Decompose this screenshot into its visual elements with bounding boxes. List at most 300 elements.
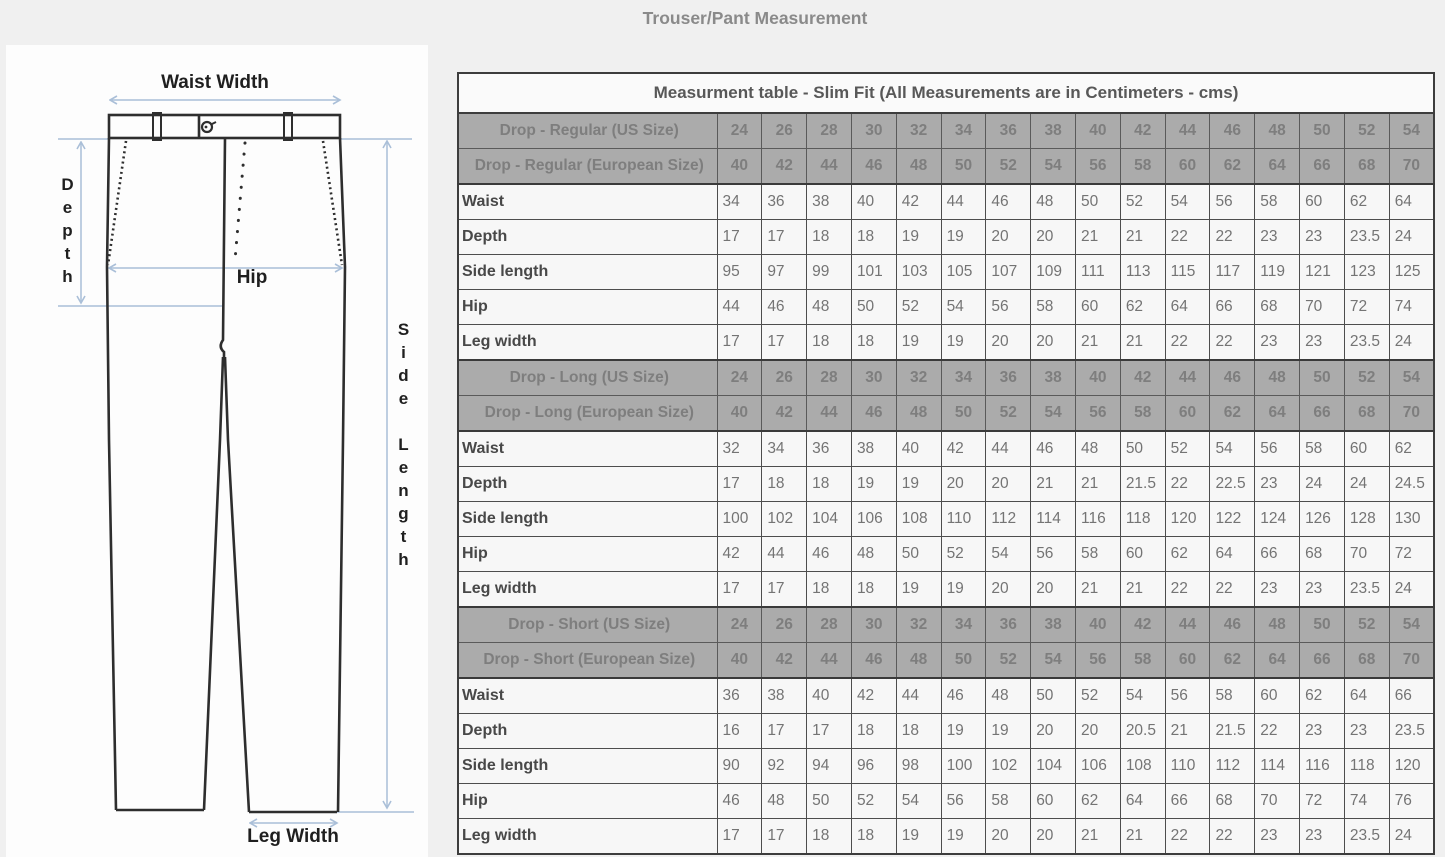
value-cell: 24 [717, 607, 762, 643]
value-cell: 19 [941, 325, 986, 361]
value-cell: 19 [941, 220, 986, 255]
value-cell: 54 [941, 290, 986, 325]
value-cell: 22 [1165, 819, 1210, 855]
value-cell: 64 [1389, 184, 1434, 220]
row-label: Hip [458, 784, 717, 819]
value-cell: 112 [1210, 749, 1255, 784]
value-cell: 42 [762, 643, 807, 679]
value-cell: 56 [1031, 537, 1076, 572]
value-cell: 62 [1210, 149, 1255, 185]
value-cell: 16 [717, 714, 762, 749]
value-cell: 118 [1344, 749, 1389, 784]
value-cell: 38 [1031, 607, 1076, 643]
value-cell: 52 [986, 149, 1031, 185]
depth-label: Depth [58, 175, 77, 290]
value-cell: 108 [1120, 749, 1165, 784]
value-cell: 62 [1389, 431, 1434, 467]
value-cell: 38 [1031, 113, 1076, 149]
value-cell: 68 [1210, 784, 1255, 819]
value-cell: 56 [941, 784, 986, 819]
value-cell: 72 [1300, 784, 1345, 819]
size-header-row-eu [458, 149, 1434, 185]
value-cell: 60 [1076, 290, 1121, 325]
value-cell: 58 [1076, 537, 1121, 572]
value-cell: 20 [1031, 325, 1076, 361]
value-cell: 122 [1210, 502, 1255, 537]
value-cell: 60 [1031, 784, 1076, 819]
value-cell: 74 [1389, 290, 1434, 325]
value-cell: 114 [1031, 502, 1076, 537]
value-cell: 24 [717, 113, 762, 149]
value-cell: 70 [1255, 784, 1300, 819]
value-cell: 18 [762, 467, 807, 502]
value-cell: 21.5 [1120, 467, 1165, 502]
value-cell: 46 [1031, 431, 1076, 467]
value-cell: 66 [1255, 537, 1300, 572]
waist-width-label: Waist Width [161, 72, 269, 93]
measurement-row [458, 467, 1434, 502]
value-cell: 48 [896, 149, 941, 185]
value-cell: 70 [1389, 643, 1434, 679]
row-label: Waist [458, 678, 717, 714]
trouser-outline [107, 113, 345, 812]
value-cell: 123 [1344, 255, 1389, 290]
value-cell: 68 [1344, 149, 1389, 185]
value-cell: 74 [1344, 784, 1389, 819]
value-cell: 104 [1031, 749, 1076, 784]
value-cell: 32 [717, 431, 762, 467]
value-cell: 70 [1344, 537, 1389, 572]
value-cell: 50 [1300, 607, 1345, 643]
value-cell: 28 [807, 113, 852, 149]
row-label: Hip [458, 537, 717, 572]
row-label: Waist [458, 184, 717, 220]
value-cell: 23 [1300, 714, 1345, 749]
value-cell: 20 [1031, 220, 1076, 255]
measurement-table [457, 72, 1435, 855]
value-cell: 17 [762, 714, 807, 749]
value-cell: 56 [1165, 678, 1210, 714]
value-cell: 42 [762, 149, 807, 185]
value-cell: 40 [1076, 360, 1121, 396]
value-cell: 96 [851, 749, 896, 784]
value-cell: 58 [986, 784, 1031, 819]
value-cell: 52 [1120, 184, 1165, 220]
size-header-row-eu [458, 396, 1434, 432]
value-cell: 54 [1389, 113, 1434, 149]
value-cell: 54 [1031, 149, 1076, 185]
value-cell: 22 [1165, 572, 1210, 608]
value-cell: 101 [851, 255, 896, 290]
value-cell: 24 [1300, 467, 1345, 502]
value-cell: 62 [1300, 678, 1345, 714]
value-cell: 26 [762, 360, 807, 396]
value-cell: 23 [1300, 819, 1345, 855]
row-label: Hip [458, 290, 717, 325]
value-cell: 52 [986, 396, 1031, 432]
value-cell: 104 [807, 502, 852, 537]
value-cell: 76 [1389, 784, 1434, 819]
value-cell: 28 [807, 607, 852, 643]
value-cell: 18 [851, 819, 896, 855]
value-cell: 52 [986, 643, 1031, 679]
value-cell: 18 [807, 325, 852, 361]
value-cell: 23 [1300, 220, 1345, 255]
size-header-label: Drop - Short (European Size) [458, 643, 717, 679]
value-cell: 23.5 [1344, 325, 1389, 361]
value-cell: 22 [1165, 467, 1210, 502]
value-cell: 114 [1255, 749, 1300, 784]
value-cell: 64 [1255, 396, 1300, 432]
value-cell: 34 [941, 113, 986, 149]
value-cell: 22 [1255, 714, 1300, 749]
value-cell: 22 [1210, 325, 1255, 361]
value-cell: 62 [1165, 537, 1210, 572]
size-header-row-eu [458, 643, 1434, 679]
value-cell: 66 [1300, 643, 1345, 679]
value-cell: 48 [1255, 113, 1300, 149]
value-cell: 21 [1076, 819, 1121, 855]
value-cell: 112 [986, 502, 1031, 537]
value-cell: 40 [1076, 113, 1121, 149]
value-cell: 54 [1031, 643, 1076, 679]
value-cell: 110 [941, 502, 986, 537]
value-cell: 34 [717, 184, 762, 220]
measurement-row [458, 819, 1434, 855]
value-cell: 66 [1300, 396, 1345, 432]
row-label: Leg width [458, 819, 717, 855]
value-cell: 64 [1210, 537, 1255, 572]
value-cell: 36 [986, 113, 1031, 149]
value-cell: 128 [1344, 502, 1389, 537]
value-cell: 48 [1076, 431, 1121, 467]
value-cell: 44 [807, 643, 852, 679]
value-cell: 46 [807, 537, 852, 572]
value-cell: 20 [986, 819, 1031, 855]
value-cell: 118 [1120, 502, 1165, 537]
value-cell: 110 [1165, 749, 1210, 784]
value-cell: 42 [851, 678, 896, 714]
value-cell: 22 [1210, 819, 1255, 855]
value-cell: 30 [851, 113, 896, 149]
value-cell: 19 [941, 819, 986, 855]
value-cell: 22 [1210, 220, 1255, 255]
value-cell: 46 [1210, 360, 1255, 396]
value-cell: 52 [896, 290, 941, 325]
measurement-row [458, 572, 1434, 608]
size-header-label: Drop - Short (US Size) [458, 607, 717, 643]
value-cell: 20 [986, 325, 1031, 361]
value-cell: 34 [941, 360, 986, 396]
measurement-row [458, 184, 1434, 220]
value-cell: 46 [762, 290, 807, 325]
value-cell: 17 [762, 220, 807, 255]
value-cell: 68 [1300, 537, 1345, 572]
value-cell: 36 [807, 431, 852, 467]
belt-loop-left [153, 113, 161, 140]
value-cell: 62 [1210, 396, 1255, 432]
value-cell: 21 [1120, 819, 1165, 855]
value-cell: 20 [1031, 714, 1076, 749]
value-cell: 52 [941, 537, 986, 572]
value-cell: 52 [1344, 113, 1389, 149]
value-cell: 46 [1210, 607, 1255, 643]
value-cell: 56 [1076, 643, 1121, 679]
value-cell: 107 [986, 255, 1031, 290]
value-cell: 19 [896, 467, 941, 502]
value-cell: 20 [1076, 714, 1121, 749]
value-cell: 66 [1210, 290, 1255, 325]
value-cell: 56 [1076, 396, 1121, 432]
value-cell: 108 [896, 502, 941, 537]
value-cell: 30 [851, 360, 896, 396]
value-cell: 44 [941, 184, 986, 220]
value-cell: 40 [896, 431, 941, 467]
value-cell: 40 [807, 678, 852, 714]
value-cell: 40 [717, 396, 762, 432]
value-cell: 24 [1389, 819, 1434, 855]
value-cell: 18 [851, 714, 896, 749]
value-cell: 62 [1210, 643, 1255, 679]
value-cell: 18 [807, 572, 852, 608]
value-cell: 44 [896, 678, 941, 714]
value-cell: 23 [1255, 325, 1300, 361]
value-cell: 20 [986, 220, 1031, 255]
value-cell: 21 [1076, 325, 1121, 361]
value-cell: 23 [1255, 220, 1300, 255]
value-cell: 21.5 [1210, 714, 1255, 749]
value-cell: 60 [1120, 537, 1165, 572]
value-cell: 54 [1165, 184, 1210, 220]
value-cell: 46 [851, 643, 896, 679]
row-label: Side length [458, 502, 717, 537]
value-cell: 50 [1120, 431, 1165, 467]
measurement-row [458, 290, 1434, 325]
value-cell: 50 [941, 149, 986, 185]
row-label: Depth [458, 467, 717, 502]
value-cell: 58 [1120, 643, 1165, 679]
value-cell: 54 [986, 537, 1031, 572]
value-cell: 50 [941, 396, 986, 432]
value-cell: 62 [1076, 784, 1121, 819]
value-cell: 52 [1344, 360, 1389, 396]
value-cell: 22 [1210, 572, 1255, 608]
value-cell: 17 [762, 325, 807, 361]
page-title: Trouser/Pant Measurement [642, 8, 868, 28]
value-cell: 22 [1165, 325, 1210, 361]
value-cell: 48 [807, 290, 852, 325]
value-cell: 19 [986, 714, 1031, 749]
side-length-label: Side Length [394, 320, 413, 573]
value-cell: 17 [717, 819, 762, 855]
value-cell: 42 [717, 537, 762, 572]
value-cell: 56 [1076, 149, 1121, 185]
row-label: Side length [458, 255, 717, 290]
value-cell: 18 [851, 220, 896, 255]
value-cell: 68 [1344, 643, 1389, 679]
measurement-table-body [458, 73, 1434, 854]
value-cell: 32 [896, 607, 941, 643]
measurement-row [458, 678, 1434, 714]
value-cell: 18 [807, 467, 852, 502]
value-cell: 18 [851, 325, 896, 361]
value-cell: 18 [851, 572, 896, 608]
value-cell: 106 [851, 502, 896, 537]
value-cell: 17 [762, 819, 807, 855]
value-cell: 66 [1165, 784, 1210, 819]
value-cell: 126 [1300, 502, 1345, 537]
size-header-row-us [458, 360, 1434, 396]
value-cell: 40 [717, 643, 762, 679]
value-cell: 38 [1031, 360, 1076, 396]
value-cell: 44 [1165, 113, 1210, 149]
value-cell: 26 [762, 607, 807, 643]
value-cell: 68 [1344, 396, 1389, 432]
value-cell: 54 [1389, 360, 1434, 396]
value-cell: 46 [941, 678, 986, 714]
size-header-label: Drop - Long (European Size) [458, 396, 717, 432]
value-cell: 121 [1300, 255, 1345, 290]
value-cell: 24.5 [1389, 467, 1434, 502]
value-cell: 115 [1165, 255, 1210, 290]
value-cell: 34 [762, 431, 807, 467]
measurement-row [458, 325, 1434, 361]
measurement-row [458, 502, 1434, 537]
value-cell: 20 [1031, 572, 1076, 608]
value-cell: 36 [717, 678, 762, 714]
row-label: Depth [458, 714, 717, 749]
value-cell: 18 [896, 714, 941, 749]
value-cell: 20 [1031, 819, 1076, 855]
value-cell: 60 [1255, 678, 1300, 714]
value-cell: 54 [1120, 678, 1165, 714]
value-cell: 30 [851, 607, 896, 643]
value-cell: 36 [986, 607, 1031, 643]
value-cell: 23.5 [1344, 819, 1389, 855]
value-cell: 70 [1300, 290, 1345, 325]
value-cell: 54 [896, 784, 941, 819]
value-cell: 23.5 [1344, 572, 1389, 608]
belt-loop-right [284, 113, 292, 140]
value-cell: 58 [1120, 149, 1165, 185]
size-header-row-us [458, 113, 1434, 149]
value-cell: 19 [896, 220, 941, 255]
value-cell: 58 [1210, 678, 1255, 714]
value-cell: 64 [1120, 784, 1165, 819]
value-cell: 52 [851, 784, 896, 819]
value-cell: 42 [941, 431, 986, 467]
value-cell: 46 [1210, 113, 1255, 149]
value-cell: 20.5 [1120, 714, 1165, 749]
value-cell: 102 [762, 502, 807, 537]
value-cell: 46 [851, 149, 896, 185]
measurement-row [458, 220, 1434, 255]
value-cell: 66 [1300, 149, 1345, 185]
value-cell: 92 [762, 749, 807, 784]
value-cell: 21 [1076, 572, 1121, 608]
value-cell: 116 [1300, 749, 1345, 784]
value-cell: 70 [1389, 396, 1434, 432]
value-cell: 48 [1255, 360, 1300, 396]
value-cell: 48 [986, 678, 1031, 714]
value-cell: 36 [762, 184, 807, 220]
size-header-label: Drop - Regular (European Size) [458, 149, 717, 185]
value-cell: 106 [1076, 749, 1121, 784]
value-cell: 95 [717, 255, 762, 290]
value-cell: 44 [1165, 607, 1210, 643]
value-cell: 21 [1076, 220, 1121, 255]
value-cell: 48 [1031, 184, 1076, 220]
value-cell: 100 [941, 749, 986, 784]
value-cell: 97 [762, 255, 807, 290]
value-cell: 48 [896, 396, 941, 432]
value-cell: 23 [1255, 819, 1300, 855]
value-cell: 44 [807, 396, 852, 432]
value-cell: 17 [717, 572, 762, 608]
value-cell: 58 [1255, 184, 1300, 220]
value-cell: 28 [807, 360, 852, 396]
row-label: Depth [458, 220, 717, 255]
value-cell: 20 [986, 467, 1031, 502]
value-cell: 32 [896, 113, 941, 149]
value-cell: 19 [851, 467, 896, 502]
value-cell: 50 [896, 537, 941, 572]
value-cell: 18 [807, 220, 852, 255]
row-label: Waist [458, 431, 717, 467]
value-cell: 23 [1255, 467, 1300, 502]
value-cell: 50 [941, 643, 986, 679]
table-title: Measurment table - Slim Fit (All Measurements are in Centimeters - cms) [458, 73, 1434, 113]
value-cell: 60 [1165, 396, 1210, 432]
value-cell: 46 [717, 784, 762, 819]
value-cell: 56 [1255, 431, 1300, 467]
value-cell: 60 [1300, 184, 1345, 220]
trouser-measurement-diagram [6, 45, 428, 857]
size-header-row-us [458, 607, 1434, 643]
value-cell: 98 [896, 749, 941, 784]
crease-dotted-line [235, 143, 245, 260]
value-cell: 48 [896, 643, 941, 679]
value-cell: 70 [1389, 149, 1434, 185]
value-cell: 105 [941, 255, 986, 290]
value-cell: 60 [1165, 149, 1210, 185]
value-cell: 102 [986, 749, 1031, 784]
value-cell: 23 [1300, 325, 1345, 361]
value-cell: 26 [762, 113, 807, 149]
measurement-row [458, 749, 1434, 784]
value-cell: 58 [1120, 396, 1165, 432]
value-cell: 50 [1031, 678, 1076, 714]
value-cell: 64 [1165, 290, 1210, 325]
value-cell: 23.5 [1389, 714, 1434, 749]
value-cell: 50 [851, 290, 896, 325]
value-cell: 38 [807, 184, 852, 220]
value-cell: 24 [717, 360, 762, 396]
hip-label: Hip [236, 267, 268, 288]
trouser-outline-drawing [6, 45, 428, 857]
value-cell: 40 [1076, 607, 1121, 643]
measurement-row [458, 537, 1434, 572]
value-cell: 58 [1300, 431, 1345, 467]
value-cell: 20 [986, 572, 1031, 608]
value-cell: 21 [1165, 714, 1210, 749]
value-cell: 54 [1031, 396, 1076, 432]
value-cell: 130 [1389, 502, 1434, 537]
value-cell: 52 [1165, 431, 1210, 467]
value-cell: 68 [1255, 290, 1300, 325]
value-cell: 46 [986, 184, 1031, 220]
value-cell: 64 [1255, 643, 1300, 679]
